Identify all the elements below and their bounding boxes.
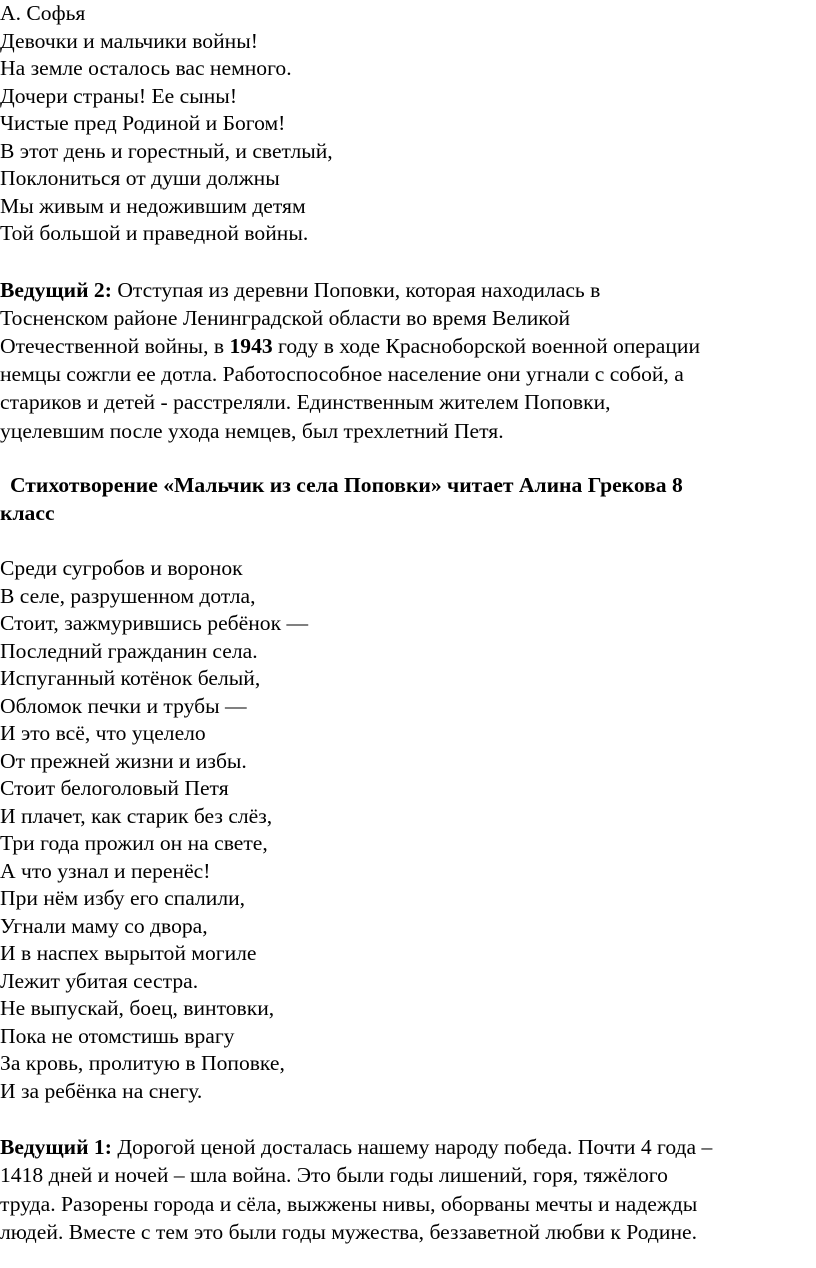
poem-line: И в наспех вырытой могиле bbox=[0, 941, 257, 966]
poem-line: При нём избу его спалили, bbox=[0, 886, 246, 911]
poem-line: Дочери страны! Ее сыны! bbox=[0, 83, 238, 108]
year-text: 1943 bbox=[229, 333, 273, 358]
poem-line: Девочки и мальчики войны! bbox=[0, 28, 258, 53]
poem-line: Мы живым и недожившим детям bbox=[0, 193, 306, 218]
poem-line: Последний гражданин села. bbox=[0, 638, 258, 663]
poem-line: Пока не отомстишь врагу bbox=[0, 1023, 235, 1048]
poem-heading-line: Стихотворение «Мальчик из села Поповки» читает Алина Грекова 8 bbox=[10, 472, 683, 497]
host-two-paragraph bbox=[0, 276, 804, 445]
poem-line: Обломок печки и трубы — bbox=[0, 693, 247, 718]
poem-line: Угнали маму со двора, bbox=[0, 913, 208, 938]
poem-line: Испуганный котёнок белый, bbox=[0, 666, 261, 691]
poem-line: А что узнал и перенёс! bbox=[0, 858, 211, 883]
poem-line: Три года прожил он на свете, bbox=[0, 831, 268, 856]
poem-line: От прежней жизни и избы. bbox=[0, 748, 247, 773]
poem-line: Той большой и праведной войны. bbox=[0, 221, 309, 245]
poem-line: На земле осталось вас немного. bbox=[0, 56, 292, 80]
host-one-paragraph bbox=[0, 1133, 804, 1246]
poem-heading-line: класс bbox=[0, 500, 55, 525]
poem-line: И это всё, что уцелело bbox=[0, 721, 206, 746]
poem-line: В селе, разрушенном дотла, bbox=[0, 583, 256, 608]
poem-line: За кровь, пролитую в Поповке, bbox=[0, 1051, 285, 1076]
poem-line: В этот день и горестный, и светлый, bbox=[0, 138, 333, 163]
poem-line: И плачет, как старик без слёз, bbox=[0, 803, 273, 828]
paragraph-text: Отступая из деревни Поповки, которая находилась в bbox=[111, 277, 601, 302]
paragraph-text: немцы сожгли ее дотла. Работоспособное население они угнали с собой, а bbox=[0, 362, 684, 387]
poem-line: Среди сугробов и воронок bbox=[0, 556, 243, 581]
poem-line: Стоит белоголовый Петя bbox=[0, 776, 229, 801]
poem-heading bbox=[0, 471, 804, 527]
paragraph-text: уцелевшим после ухода немцев, был трехлетний Петя. bbox=[0, 418, 504, 443]
paragraph-text: стариков и детей - расстреляли. Единственным жителем Поповки, bbox=[0, 390, 611, 415]
paragraph-text: году в ходе Красноборской военной операции bbox=[272, 333, 701, 358]
poem-line: Не выпускай, боец, винтовки, bbox=[0, 996, 275, 1021]
poem-two bbox=[0, 555, 804, 1105]
paragraph-text: людей. Вместе с тем это были годы мужества, беззаветной любви к Родине. bbox=[0, 1219, 697, 1244]
poem-one bbox=[0, 28, 804, 248]
author-line: А. Софья bbox=[0, 1, 86, 25]
paragraph-text: 1418 дней и ночей – шла война. Это были годы лишений, горя, тяжёлого bbox=[0, 1163, 668, 1188]
paragraph-text: Тосненском районе Ленинградской области во время Великой bbox=[0, 305, 571, 330]
speaker-label: Ведущий 1: bbox=[0, 1135, 112, 1160]
poem-line: Стоит, зажмурившись ребёнок — bbox=[0, 611, 309, 636]
poem-line: Лежит убитая сестра. bbox=[0, 968, 199, 993]
paragraph-text: труда. Разорены города и сёла, выжжены нивы, оборваны мечты и надежды bbox=[0, 1191, 698, 1216]
poem-line: И за ребёнка на снегу. bbox=[0, 1078, 203, 1103]
speaker-label: Ведущий 2: bbox=[0, 277, 112, 302]
poem-line: Чистые пред Родиной и Богом! bbox=[0, 111, 286, 135]
paragraph-text: Отечественной войны, в bbox=[0, 333, 230, 358]
poem-line: Поклониться от души должны bbox=[0, 166, 280, 190]
paragraph-text: Дорогой ценой досталась нашему народу победа. Почти 4 года – bbox=[111, 1135, 713, 1160]
